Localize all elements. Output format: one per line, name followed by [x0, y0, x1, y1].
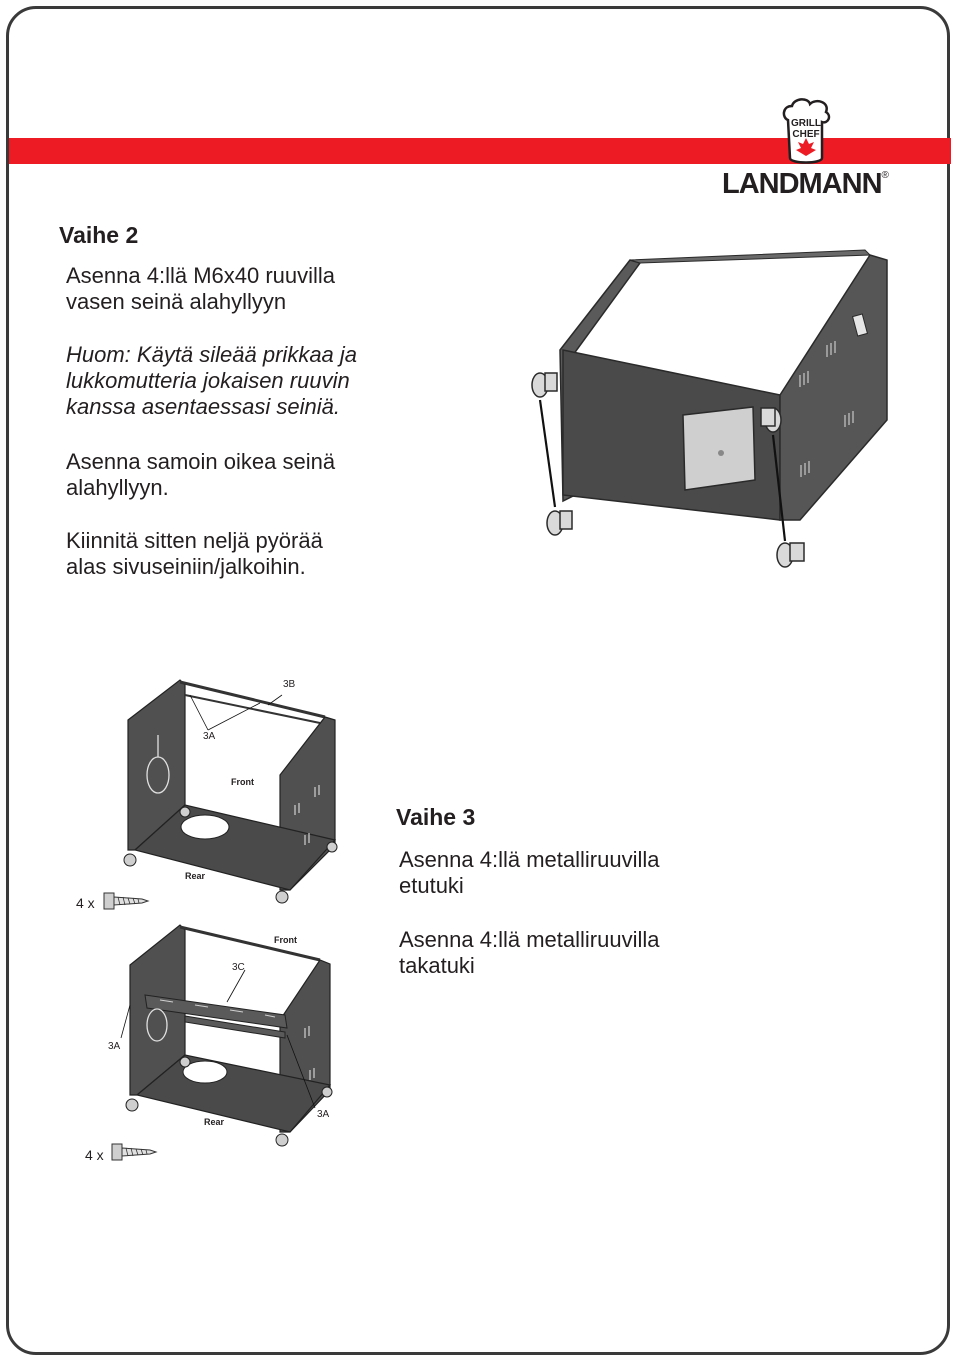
step3-front-line: Asenna 4:llä metalliruuvilla	[399, 847, 660, 872]
step3-title: Vaihe 3	[396, 804, 476, 830]
label-3a: 3A	[203, 731, 216, 742]
label-rear: Rear	[185, 871, 206, 881]
step2-wheels-line: Kiinnitä sitten neljä pyörää	[66, 528, 323, 553]
label-3a-left: 3A	[108, 1041, 121, 1052]
step2-illustration	[515, 245, 895, 580]
step2-right-wall	[66, 449, 335, 501]
step2-note	[66, 342, 357, 420]
step2-right-wall-line: Asenna samoin oikea seinä	[66, 449, 336, 474]
label-3a-right: 3A	[317, 1109, 330, 1120]
step3-rear-line: Asenna 4:llä metalliruuvilla	[399, 927, 660, 952]
badge-line-2: CHEF	[792, 129, 820, 140]
landmann-logo	[722, 98, 892, 198]
step3-diagram-front-support	[110, 675, 350, 915]
step2-wheels	[66, 528, 323, 580]
label-3b: 3B	[283, 679, 296, 690]
step2-instruction-line: Asenna 4:llä M6x40 ruuvilla	[66, 263, 336, 288]
step3-rear-line: takatuki	[399, 953, 475, 978]
badge-line-1: GRILL	[791, 118, 821, 129]
step2-instruction-line: vasen seinä alahyllyyn	[66, 289, 287, 314]
screw-quantity-bottom: 4 x	[85, 1147, 104, 1163]
step2-right-wall-line: alahyllyyn.	[66, 475, 169, 500]
step2-wheels-line: alas sivuseiniin/jalkoihin.	[66, 554, 306, 579]
step2-note-line: Huom: Käytä sileää prikkaa ja	[66, 342, 358, 367]
grill-chef-badge	[780, 98, 832, 166]
screw-icon	[102, 890, 150, 914]
label-front: Front	[231, 777, 254, 787]
label-rear-lower: Rear	[204, 1117, 225, 1127]
step2-title: Vaihe 2	[59, 222, 139, 248]
screw-icon	[110, 1141, 158, 1165]
brand-name: LANDMANN	[722, 168, 882, 200]
label-front-lower: Front	[274, 935, 297, 945]
step3-diagram-rear-support	[115, 920, 350, 1150]
step3-front-support	[399, 847, 659, 899]
step2-note-line: lukkomutteria jokaisen ruuvin	[66, 368, 350, 393]
step3-front-line: etutuki	[399, 873, 464, 898]
brand-wordmark	[722, 168, 892, 201]
screw-quantity-top: 4 x	[76, 895, 95, 911]
label-3c: 3C	[232, 962, 245, 973]
step2-note-line: kanssa asentaessasi seiniä.	[66, 394, 340, 419]
step2-instruction	[66, 263, 335, 315]
step3-rear-support	[399, 927, 659, 979]
registered-mark: ®	[881, 170, 888, 181]
